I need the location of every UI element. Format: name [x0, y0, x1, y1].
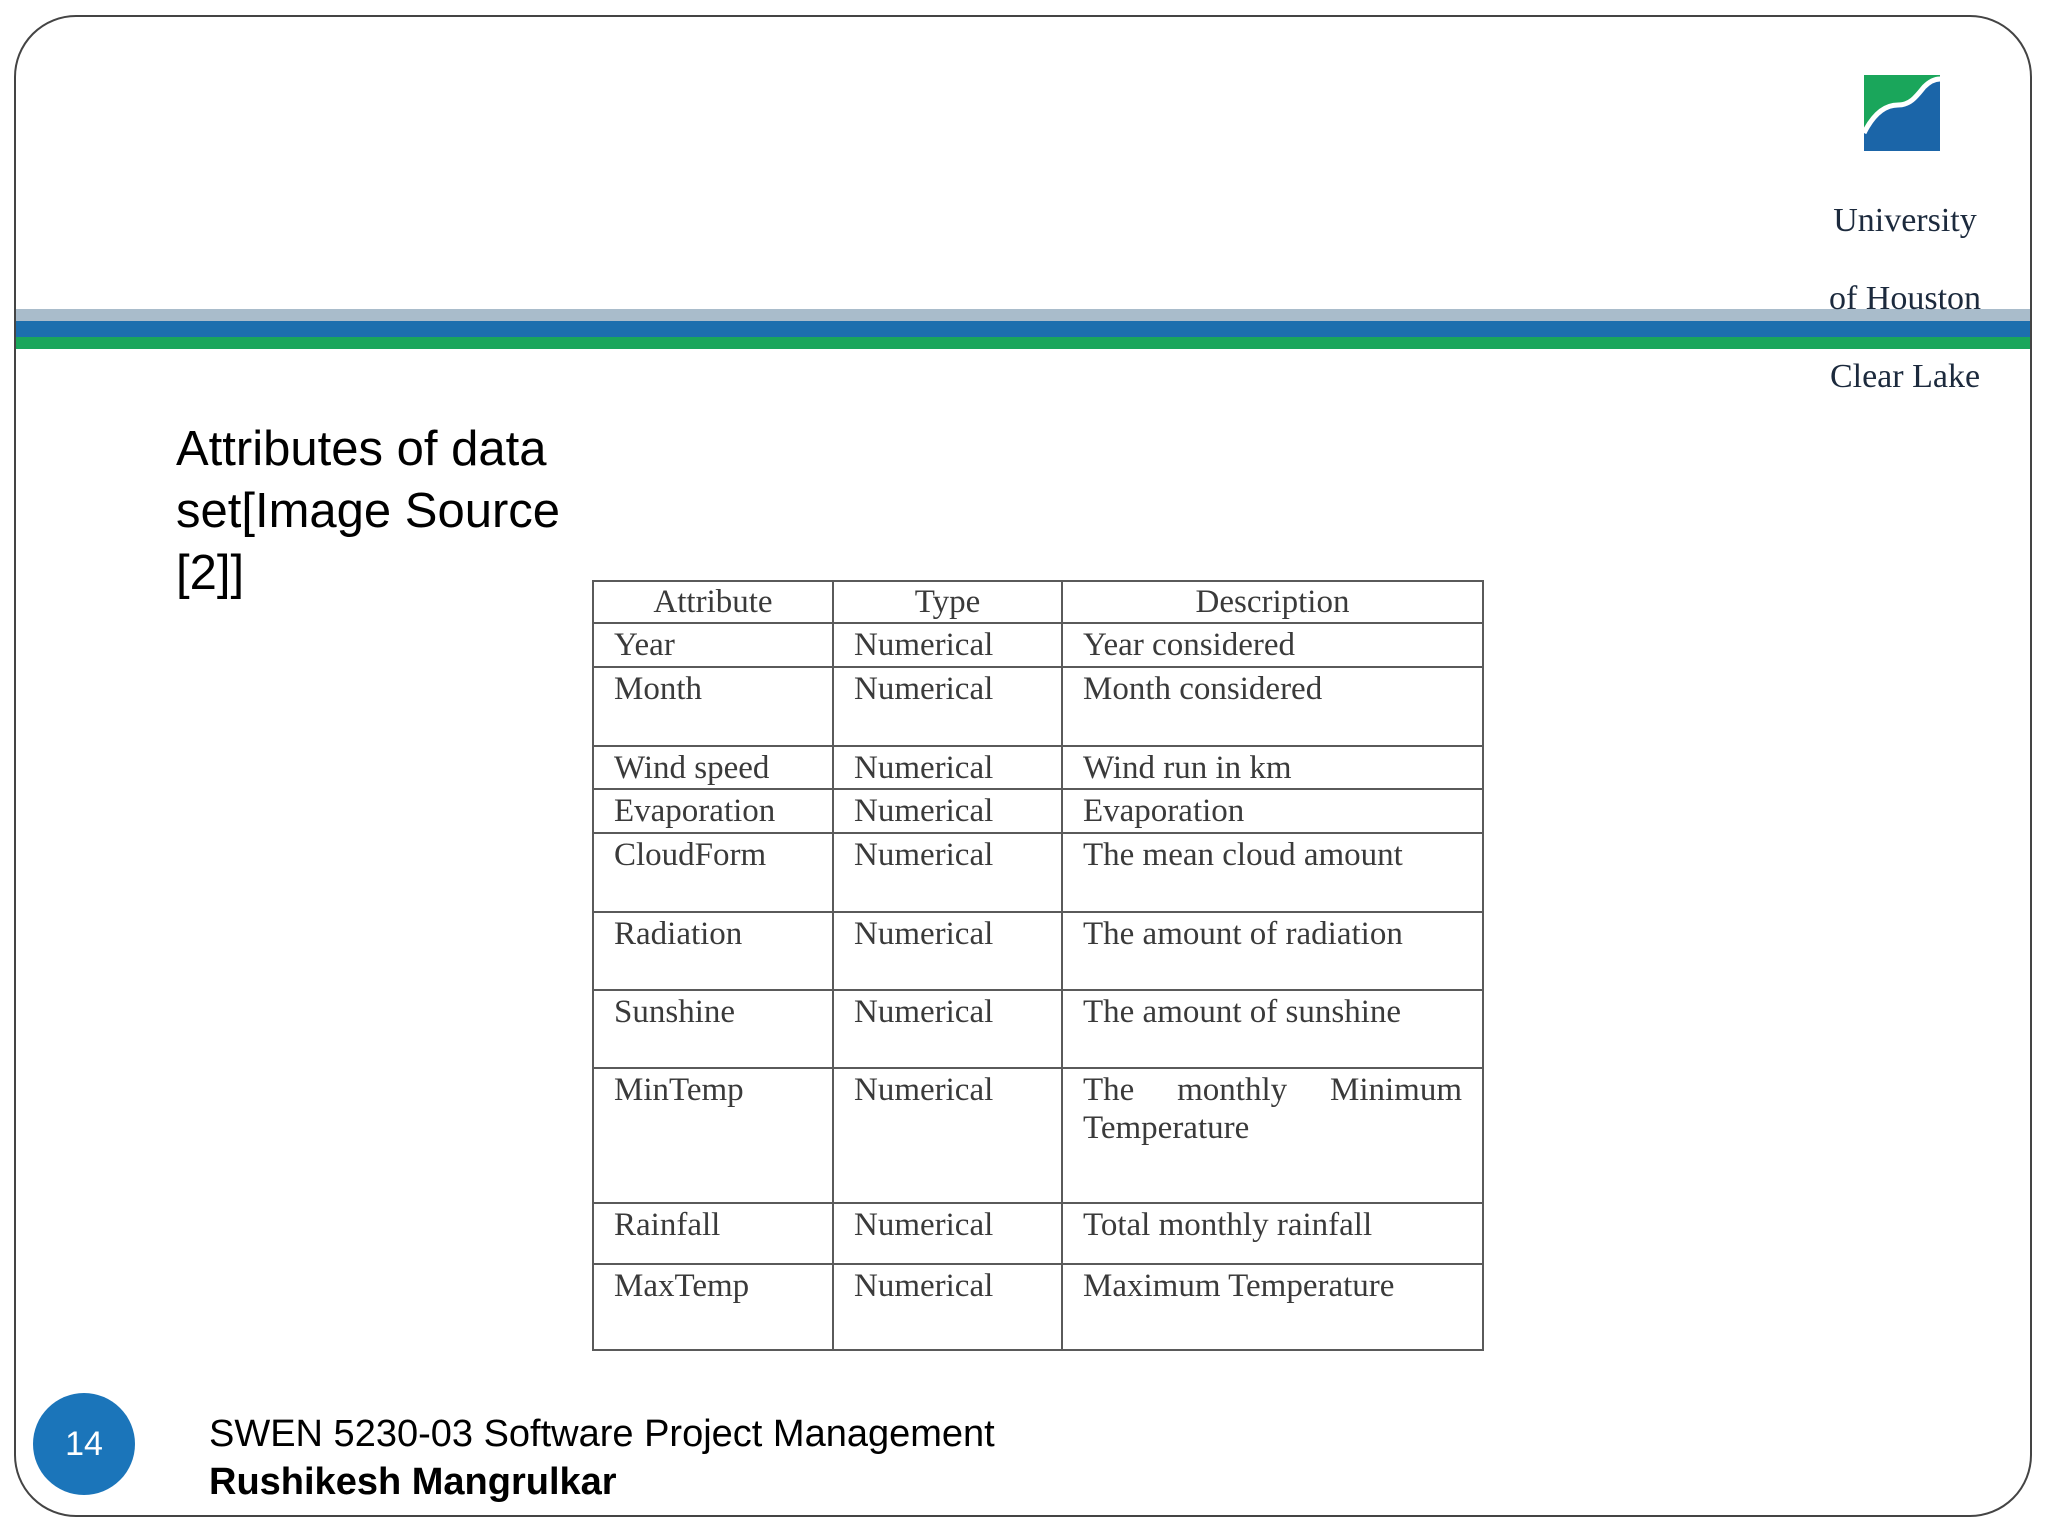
table-row	[593, 1203, 1483, 1264]
cell-description: Month considered	[1062, 667, 1483, 746]
page-number: 14	[65, 1424, 103, 1463]
footer-course: SWEN 5230-03 Software Project Management	[209, 1413, 995, 1455]
cell-attribute: Evaporation	[593, 789, 833, 833]
cell-type: Numerical	[833, 1068, 1062, 1203]
cell-attribute: Wind speed	[593, 746, 833, 789]
page-number-badge	[33, 1393, 135, 1495]
cell-description: Total monthly rainfall	[1062, 1203, 1483, 1264]
table-row	[593, 746, 1483, 789]
table-header-row	[593, 581, 1483, 623]
cell-description: The amount of radiation	[1062, 912, 1483, 990]
header-description: Description	[1062, 581, 1483, 623]
uhcl-wave-logo-icon	[1864, 75, 1940, 151]
cell-attribute: CloudForm	[593, 833, 833, 912]
cell-attribute: Sunshine	[593, 990, 833, 1068]
logo-line-2: of Houston	[1828, 280, 1982, 317]
cell-description: Year considered	[1062, 623, 1483, 667]
footer-author: Rushikesh Mangrulkar	[209, 1461, 617, 1503]
header-band-green	[16, 337, 2032, 349]
header-attribute: Attribute	[593, 581, 833, 623]
cell-attribute: MinTemp	[593, 1068, 833, 1203]
cell-type: Numerical	[833, 1203, 1062, 1264]
cell-attribute: Month	[593, 667, 833, 746]
cell-type: Numerical	[833, 623, 1062, 667]
header-type: Type	[833, 581, 1062, 623]
cell-description: Maximum Temperature	[1062, 1264, 1483, 1350]
logo-line-3: Clear Lake	[1829, 358, 1981, 395]
cell-description: Evaporation	[1062, 789, 1483, 833]
table-row	[593, 1264, 1483, 1350]
cell-description: The monthly Minimum Temperature	[1062, 1068, 1483, 1203]
table-row	[593, 912, 1483, 990]
cell-type: Numerical	[833, 746, 1062, 789]
header-band-blue	[16, 321, 2032, 337]
table-row	[593, 667, 1483, 746]
table-row	[593, 789, 1483, 833]
table-row	[593, 833, 1483, 912]
slide-title: Attributes of data set[Image Source [2]]	[176, 422, 561, 600]
cell-type: Numerical	[833, 912, 1062, 990]
table-row	[593, 623, 1483, 667]
attributes-table	[592, 580, 1484, 1351]
cell-type: Numerical	[833, 667, 1062, 746]
header-band-light	[16, 309, 2032, 321]
cell-attribute: Year	[593, 623, 833, 667]
cell-type: Numerical	[833, 990, 1062, 1068]
table-row	[593, 990, 1483, 1068]
cell-type: Numerical	[833, 1264, 1062, 1350]
cell-attribute: Radiation	[593, 912, 833, 990]
cell-attribute: Rainfall	[593, 1203, 833, 1264]
cell-description: The amount of sunshine	[1062, 990, 1483, 1068]
cell-attribute: MaxTemp	[593, 1264, 833, 1350]
cell-description: The mean cloud amount	[1062, 833, 1483, 912]
cell-type: Numerical	[833, 833, 1062, 912]
logo-line-1: University	[1833, 202, 1977, 239]
logo-text	[1810, 162, 2000, 435]
cell-description: Wind run in km	[1062, 746, 1483, 789]
cell-type: Numerical	[833, 789, 1062, 833]
university-logo	[1810, 60, 2000, 395]
table-row	[593, 1068, 1483, 1203]
